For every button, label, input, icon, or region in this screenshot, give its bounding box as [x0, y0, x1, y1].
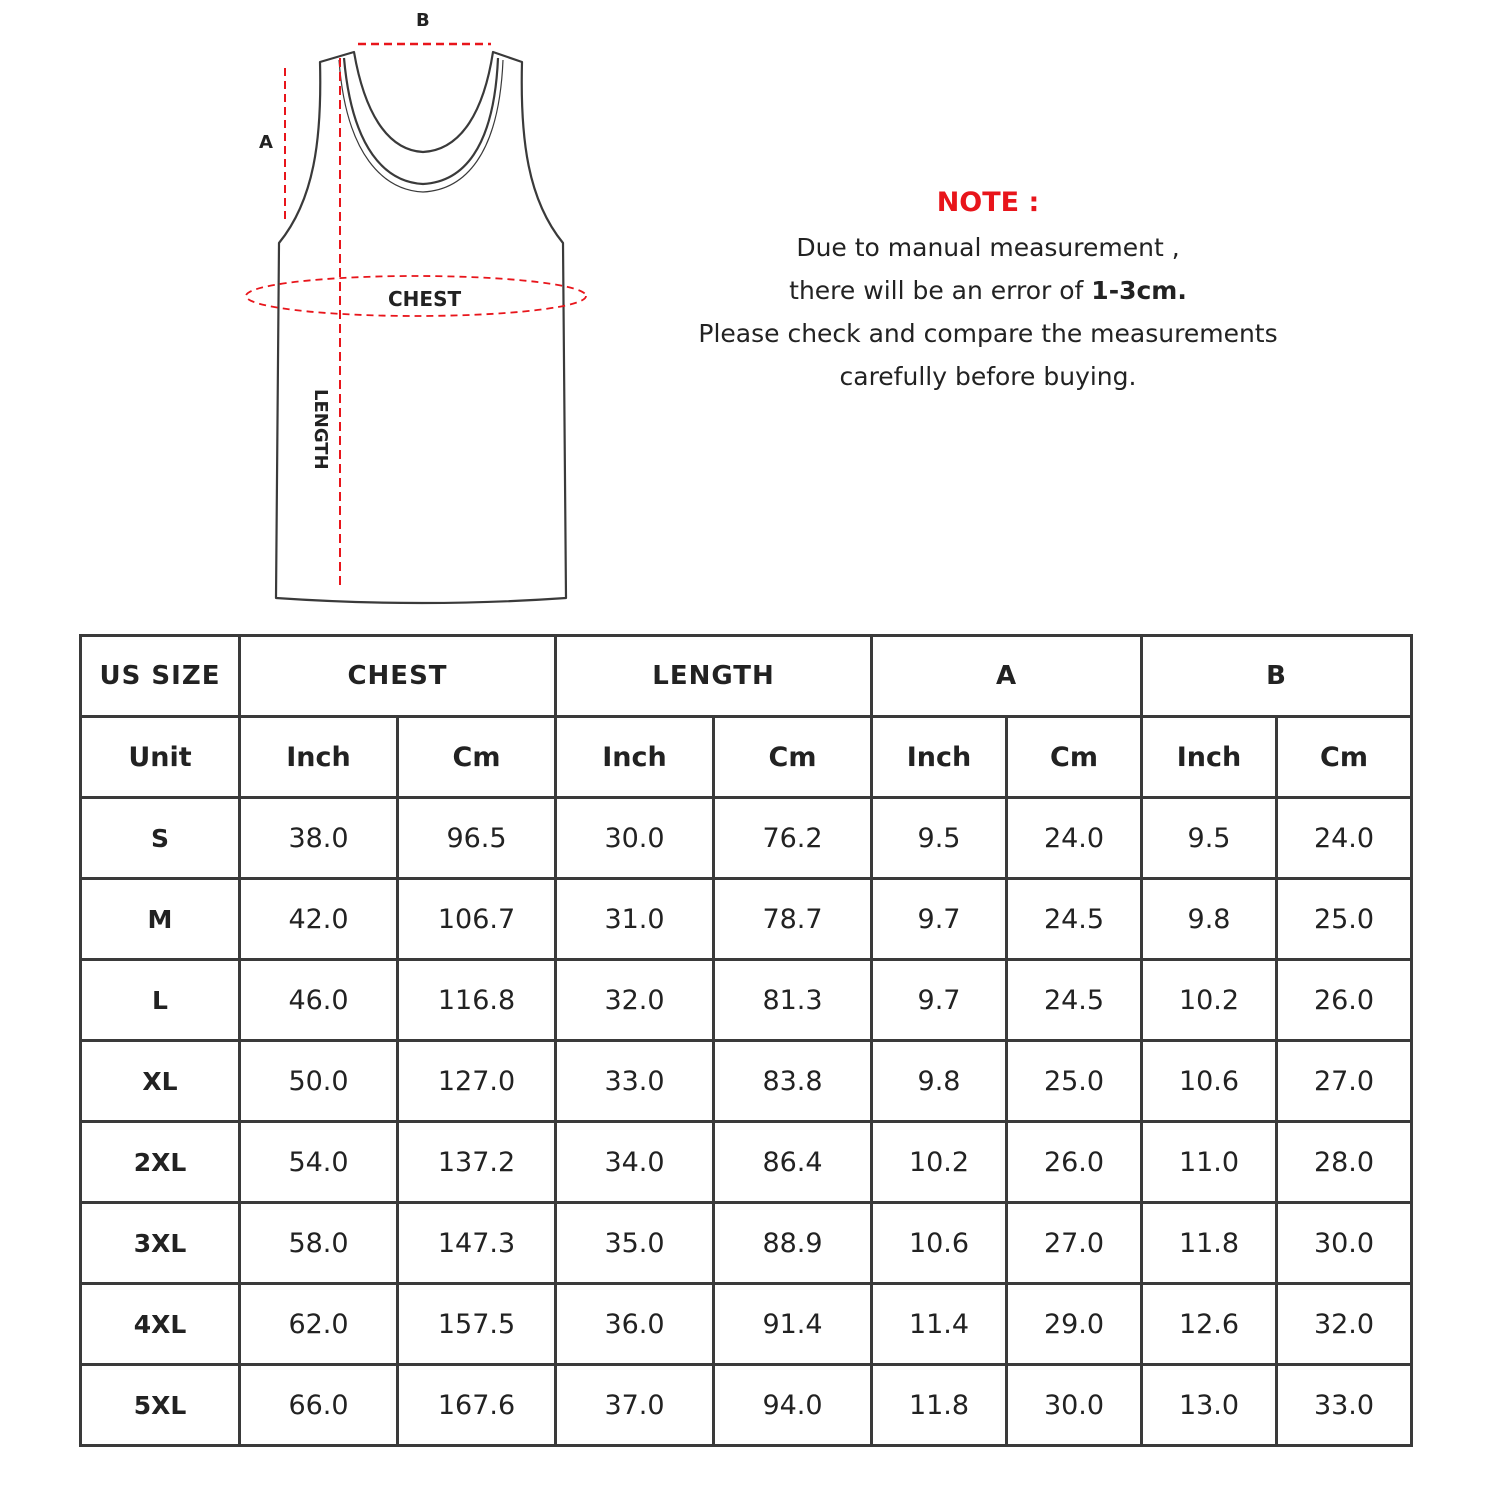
tank-top-diagram: [0, 0, 700, 620]
value-cell: 11.0: [1142, 1122, 1277, 1203]
value-cell: 32.0: [556, 960, 714, 1041]
value-cell: 76.2: [714, 798, 872, 879]
value-cell: 62.0: [240, 1284, 398, 1365]
value-cell: 26.0: [1007, 1122, 1142, 1203]
note-line-4: carefully before buying.: [839, 362, 1137, 391]
size-chart-table: [79, 634, 1413, 1447]
size-cell: 2XL: [81, 1122, 240, 1203]
value-cell: 38.0: [240, 798, 398, 879]
value-cell: 66.0: [240, 1365, 398, 1446]
value-cell: 29.0: [1007, 1284, 1142, 1365]
size-cell: L: [81, 960, 240, 1041]
value-cell: 96.5: [398, 798, 556, 879]
value-cell: 83.8: [714, 1041, 872, 1122]
header-a: A: [872, 636, 1142, 717]
unit-cell: Cm: [714, 717, 872, 798]
value-cell: 24.0: [1277, 798, 1412, 879]
value-cell: 157.5: [398, 1284, 556, 1365]
value-cell: 167.6: [398, 1365, 556, 1446]
value-cell: 11.8: [1142, 1203, 1277, 1284]
value-cell: 35.0: [556, 1203, 714, 1284]
value-cell: 24.5: [1007, 879, 1142, 960]
value-cell: 36.0: [556, 1284, 714, 1365]
value-cell: 78.7: [714, 879, 872, 960]
unit-cell: Cm: [398, 717, 556, 798]
value-cell: 10.2: [1142, 960, 1277, 1041]
value-cell: 26.0: [1277, 960, 1412, 1041]
table-row: [81, 1203, 1412, 1284]
note-line-2: [690, 269, 1286, 312]
unit-cell: Inch: [240, 717, 398, 798]
value-cell: 116.8: [398, 960, 556, 1041]
value-cell: 37.0: [556, 1365, 714, 1446]
unit-cell: Inch: [1142, 717, 1277, 798]
size-cell: 3XL: [81, 1203, 240, 1284]
value-cell: 9.8: [1142, 879, 1277, 960]
value-cell: 24.5: [1007, 960, 1142, 1041]
value-cell: 13.0: [1142, 1365, 1277, 1446]
header-chest: CHEST: [240, 636, 556, 717]
note-line-3: Please check and compare the measurements: [698, 319, 1278, 348]
note-line-2-text: there will be an error of: [789, 276, 1092, 305]
measurement-note: [690, 186, 1286, 398]
value-cell: 33.0: [1277, 1365, 1412, 1446]
label-chest: CHEST: [388, 287, 462, 311]
value-cell: 24.0: [1007, 798, 1142, 879]
value-cell: 28.0: [1277, 1122, 1412, 1203]
value-cell: 147.3: [398, 1203, 556, 1284]
unit-row: [81, 717, 1412, 798]
value-cell: 106.7: [398, 879, 556, 960]
value-cell: 94.0: [714, 1365, 872, 1446]
value-cell: 86.4: [714, 1122, 872, 1203]
value-cell: 33.0: [556, 1041, 714, 1122]
value-cell: 88.9: [714, 1203, 872, 1284]
value-cell: 32.0: [1277, 1284, 1412, 1365]
value-cell: 10.2: [872, 1122, 1007, 1203]
unit-cell: Inch: [872, 717, 1007, 798]
unit-cell: Unit: [81, 717, 240, 798]
value-cell: 25.0: [1007, 1041, 1142, 1122]
label-length: LENGTH: [310, 389, 331, 470]
value-cell: 34.0: [556, 1122, 714, 1203]
value-cell: 58.0: [240, 1203, 398, 1284]
value-cell: 27.0: [1277, 1041, 1412, 1122]
note-error-range: 1-3cm.: [1091, 276, 1187, 305]
value-cell: 127.0: [398, 1041, 556, 1122]
label-a: A: [259, 132, 273, 153]
label-b: B: [416, 10, 430, 31]
value-cell: 10.6: [872, 1203, 1007, 1284]
unit-cell: Cm: [1277, 717, 1412, 798]
value-cell: 9.5: [1142, 798, 1277, 879]
size-cell: M: [81, 879, 240, 960]
value-cell: 31.0: [556, 879, 714, 960]
header-us-size: US SIZE: [81, 636, 240, 717]
value-cell: 10.6: [1142, 1041, 1277, 1122]
value-cell: 9.7: [872, 960, 1007, 1041]
value-cell: 30.0: [1007, 1365, 1142, 1446]
value-cell: 54.0: [240, 1122, 398, 1203]
unit-cell: Cm: [1007, 717, 1142, 798]
value-cell: 9.8: [872, 1041, 1007, 1122]
size-cell: 4XL: [81, 1284, 240, 1365]
header-b: B: [1142, 636, 1412, 717]
table-row: [81, 1365, 1412, 1446]
value-cell: 30.0: [556, 798, 714, 879]
value-cell: 50.0: [240, 1041, 398, 1122]
value-cell: 25.0: [1277, 879, 1412, 960]
tank-top-outline: [0, 0, 700, 620]
value-cell: 27.0: [1007, 1203, 1142, 1284]
size-cell: S: [81, 798, 240, 879]
table-row: [81, 1041, 1412, 1122]
value-cell: 12.6: [1142, 1284, 1277, 1365]
note-title: NOTE :: [936, 187, 1040, 218]
table-row: [81, 1284, 1412, 1365]
value-cell: 91.4: [714, 1284, 872, 1365]
value-cell: 42.0: [240, 879, 398, 960]
value-cell: 137.2: [398, 1122, 556, 1203]
value-cell: 11.8: [872, 1365, 1007, 1446]
unit-cell: Inch: [556, 717, 714, 798]
value-cell: 46.0: [240, 960, 398, 1041]
table-row: [81, 798, 1412, 879]
value-cell: 11.4: [872, 1284, 1007, 1365]
note-line-1: Due to manual measurement ,: [796, 233, 1180, 262]
table-row: [81, 879, 1412, 960]
header-row: [81, 636, 1412, 717]
size-cell: 5XL: [81, 1365, 240, 1446]
value-cell: 9.5: [872, 798, 1007, 879]
value-cell: 30.0: [1277, 1203, 1412, 1284]
header-length: LENGTH: [556, 636, 872, 717]
table-row: [81, 960, 1412, 1041]
size-cell: XL: [81, 1041, 240, 1122]
table-row: [81, 1122, 1412, 1203]
value-cell: 9.7: [872, 879, 1007, 960]
value-cell: 81.3: [714, 960, 872, 1041]
